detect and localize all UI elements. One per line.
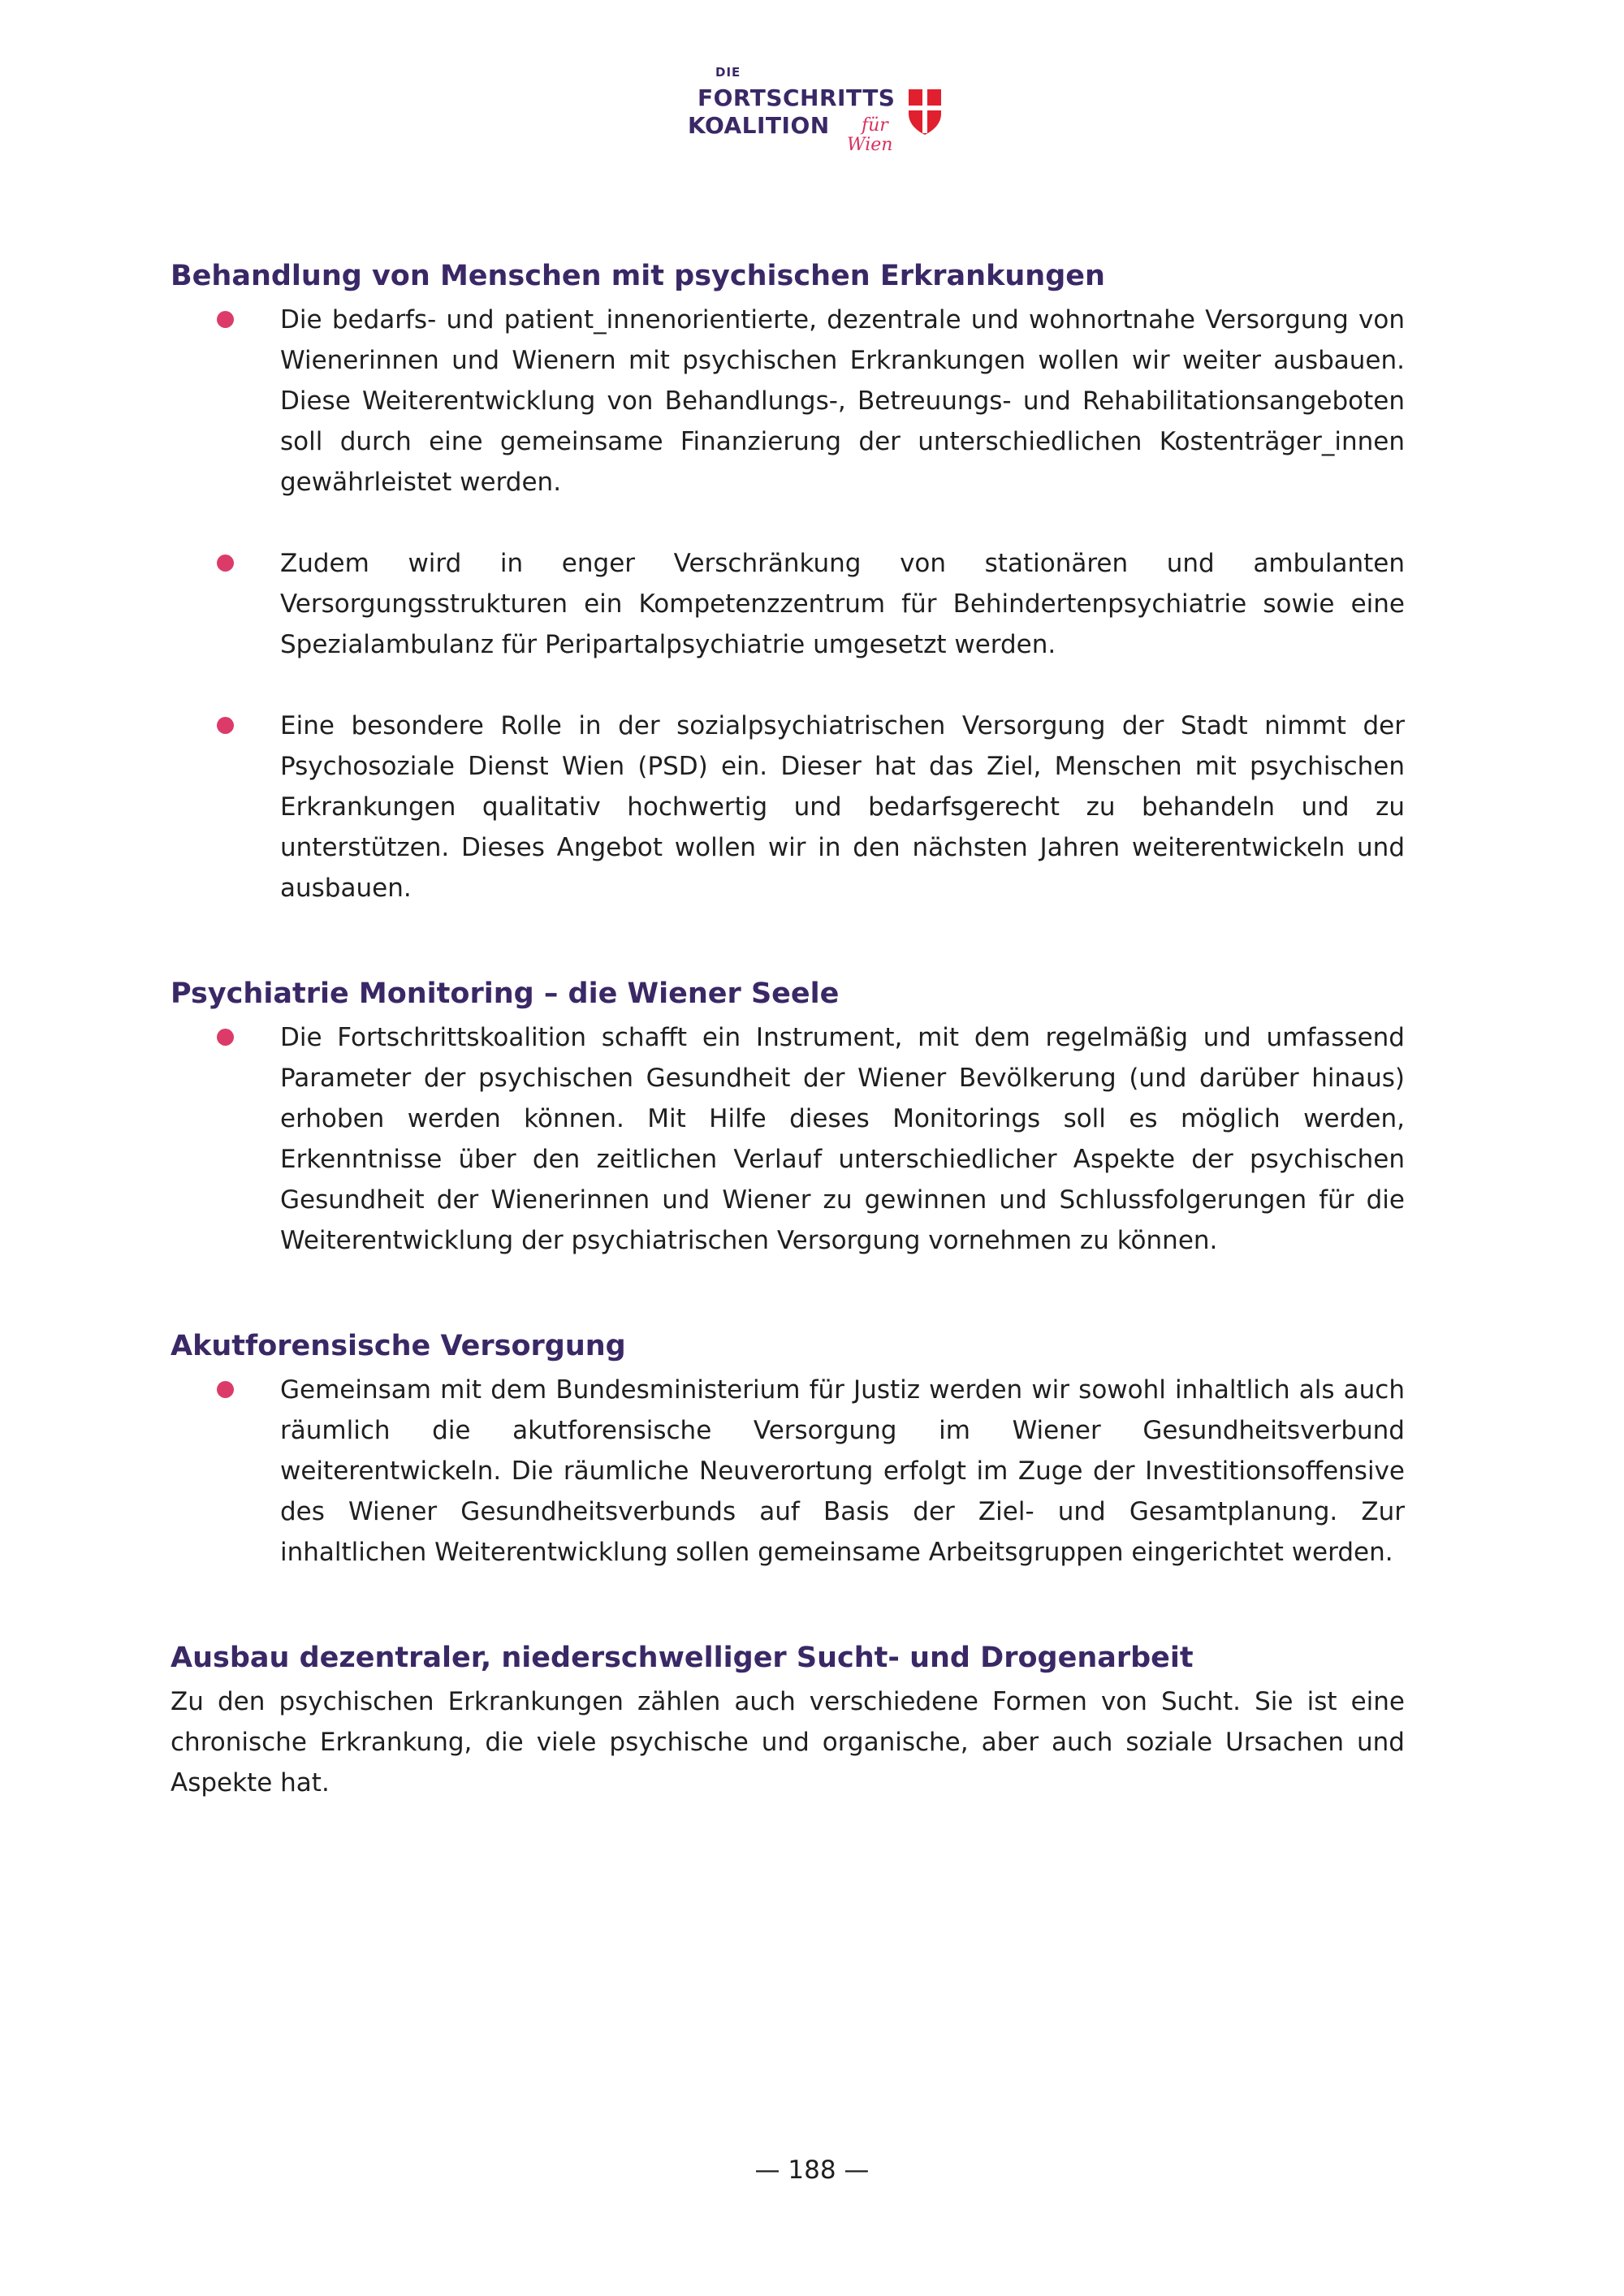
- bullet-list: [171, 1370, 1405, 1573]
- bullet-dot-icon: [217, 311, 234, 328]
- bullet-dot-icon: [217, 1381, 234, 1398]
- logo-line1: FORTSCHRITTS: [698, 84, 896, 111]
- bullet-dot-icon: [217, 717, 234, 734]
- page-number: — 188 —: [754, 2156, 870, 2185]
- section-paragraph: Zu den psychischen Erkrankungen zählen auch verschiedene Formen von Sucht. Sie ist eine chronische Erkrankung, die viele psychische und organische, aber auch soziale Ursachen und Aspekte hat.: [171, 1687, 1405, 1798]
- section-behandlung: [171, 256, 1405, 908]
- section-akutforensik: [171, 1326, 1405, 1573]
- bullet-dot-icon: [217, 1029, 234, 1046]
- section-heading: Akutforensische Versorgung: [171, 1330, 626, 1362]
- section-spacer: [171, 908, 1405, 973]
- list-item-text: Die Fortschrittskoalition schafft ein Instrument, mit dem regelmäßig und umfassend Parameter der psychischen Gesundheit der Wiener Bevölkerung (und darüber hinaus) erhoben werden können. Mit Hilfe dieses Monitorings soll es möglich werden, Erkenntnisse über den zeitlichen Verlauf unterschiedlicher Aspekte der psychischen Gesundheit der Wienerinnen und Wiener zu gewinnen und Schlussfolgerungen für die Weiterentwicklung der psychiatrischen Versorgung vornehmen zu können.: [280, 1023, 1405, 1255]
- list-item: [171, 1370, 1405, 1573]
- vienna-shield-icon: [907, 88, 943, 136]
- section-heading: Ausbau dezentraler, niederschwelliger Sucht- und Drogenarbeit: [171, 1642, 1194, 1674]
- section-heading: Behandlung von Menschen mit psychischen Erkrankungen: [171, 260, 1105, 292]
- coalition-logo: [688, 65, 948, 162]
- logo-line2: KOALITION: [688, 112, 830, 139]
- list-item-text: Eine besondere Rolle in der sozialpsychiatrischen Versorgung der Stadt nimmt der Psychosoziale Dienst Wien (PSD) ein. Dieser hat das Ziel, Menschen mit psychischen Erkrankungen qualitativ hochwertig und bedarfsgerecht zu behandeln und zu unterstützen. Dieses Angebot wollen wir in den nächsten Jahren weiterentwickeln und ausbauen.: [280, 711, 1405, 903]
- section-heading: Psychiatrie Monitoring – die Wiener Seele: [171, 978, 840, 1010]
- list-item: [171, 300, 1405, 503]
- main-content: [171, 256, 1405, 1803]
- list-item-text: Gemeinsam mit dem Bundesministerium für Justiz werden wir sowohl inhaltlich als auch räumlich die akutforensische Versorgung im Wiener Gesundheitsverbund weiterentwickeln. Die räumliche Neuverortung erfolgt im Zuge der Investitionsoffensive des Wiener Gesundheitsverbunds auf Basis der Ziel- und Gesamtplanung. Zur inhaltlichen Weiterentwicklung sollen gemeinsame Arbeitsgruppen eingerichtet werden.: [280, 1375, 1405, 1567]
- section-spacer: [171, 1261, 1405, 1326]
- bullet-dot-icon: [217, 555, 234, 572]
- list-item: [171, 706, 1405, 908]
- section-spacer: [171, 1573, 1405, 1638]
- logo-die: DIE: [715, 65, 741, 80]
- list-item: [171, 543, 1405, 665]
- bullet-list: [171, 1017, 1405, 1261]
- list-item: [171, 1017, 1405, 1261]
- list-item-text: Die bedarfs- und patient_innenorientierte, dezentrale und wohnortnahe Versorgung von Wienerinnen und Wienern mit psychischen Erkrankungen wollen wir weiter ausbauen. Diese Weiterentwicklung von Behandlungs-, Betreuungs- und Rehabilitationsangeboten soll durch eine gemeinsame Finanzierung der unterschiedlichen Kostenträger_innen gewährleistet werden.: [280, 305, 1405, 497]
- section-psychiatrie-monitoring: [171, 973, 1405, 1261]
- logo-script-fuer: für: [862, 115, 888, 136]
- bullet-list: [171, 300, 1405, 908]
- list-item-text: Zudem wird in enger Verschränkung von stationären und ambulanten Versorgungsstrukturen ein Kompetenzzentrum für Behindertenpsychiatrie sowie eine Spezialambulanz für Peripartalpsychiatrie umgesetzt werden.: [280, 549, 1405, 659]
- section-sucht-drogenarbeit: [171, 1638, 1405, 1803]
- logo-script-wien: Wien: [847, 135, 893, 155]
